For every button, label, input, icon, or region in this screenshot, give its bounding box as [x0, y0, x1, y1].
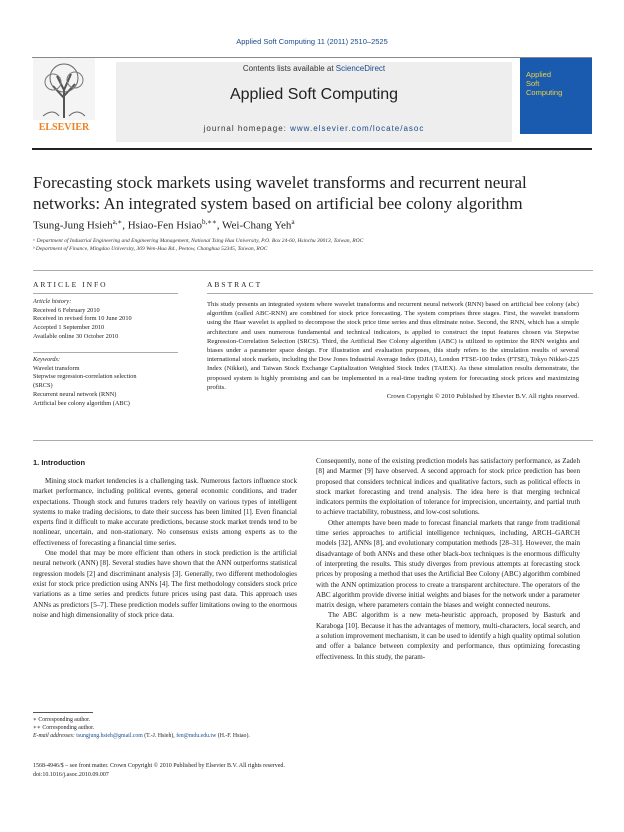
article-history: [33, 298, 178, 342]
email-link[interactable]: tsungjung.hsieh@gmail.com: [76, 733, 143, 739]
body-paragraph: Consequently, none of the existing prediction models has satisfactory performance, as Zadeh [8] and Marmer [9] have observed. A second approach for stock price prediction has been proposed that considers technical indices and qualitative factors, such as political effects in stock market forecasting and trend analysis. The idea here is that merging technical indicators permits the exploitation of tolerance for imprecision, uncertainty, and partial truth to achieve tractability, robustness, and low-cost solutions.: [316, 457, 580, 517]
author-list: [33, 218, 295, 232]
section-rule: [33, 270, 593, 271]
info-rule: [33, 352, 178, 353]
keyword: Stepwise regression-correlation selection: [33, 373, 137, 381]
journal-cover-title: [526, 70, 562, 97]
section-rule: [33, 440, 593, 441]
homepage-prefix: journal homepage:: [203, 124, 291, 133]
page-footer: [33, 762, 285, 779]
cover-line: Applied: [526, 70, 552, 79]
history-item: Received 6 February 2010: [33, 306, 100, 314]
email-link[interactable]: fen@mdu.edu.tw: [176, 733, 217, 739]
sciencedirect-link[interactable]: ScienceDirect: [335, 64, 386, 73]
keyword: Recurrent neural network (RNN): [33, 390, 117, 398]
issn-line: 1568-4946/$ – see front matter. Crown Copyright © 2010 Published by Elsevier B.V. All rights reserved.: [33, 763, 285, 769]
author-name: Wei-Chang Yeh: [222, 219, 292, 232]
abstract-copyright: Crown Copyright © 2010 Published by Elsevier B.V. All rights reserved.: [386, 393, 579, 401]
article-info-heading: ARTICLE INFO: [33, 280, 108, 289]
history-item: Received in revised form 10 June 2010: [33, 315, 132, 323]
left-column: [33, 476, 297, 620]
body-paragraph: Mining stock market tendencies is a challenging task. Numerous factors influence stock market performance, including political events, general economic conditions, and trader expectations. Though stock and futures traders rely heavily on various types of intelligent systems to make trading decisions, to date their success has been limited [1]. Even financial experts find it difficult to make accurate predictions, because stock market trends tend to be nonlinear, uncertain, and non-stationary. No consensus exists among experts as to the effectiveness of forecasting a financial time series.: [33, 477, 297, 547]
affiliation: ᵇ Department of Finance, Mingdao University, 369 Wen-Hua Rd., Peetow, Changhua 52345, Taiwan, ROC: [33, 246, 268, 252]
email-owner: (H.-F. Hsiao).: [217, 733, 250, 739]
doi-link[interactable]: doi:10.1016/j.asoc.2010.09.007: [33, 771, 109, 778]
abstract-paragraph: This study presents an integrated system where wavelet transforms and recurrent neural network (RNN) based on artificial bee colony (abc) algorithm (called ABC-RNN) are combined for stock price forecasting. The system comprises three stages. First, the wavelet transform using the Haar wavelet is applied to decompose the stock price time series and thus eliminate noise. Second, the RNN, which has a simple architecture and uses numerous fundamental and technical indicators, is applied to construct the input features chosen via Stepwise Regression-Correlation Selection (SRCS). Third, the Artificial Bee Colony algorithm (ABC) is utilized to optimize the RNN weights and biases under a parameter space design. For illustration and evaluation purposes, this study refers to the simulation results of several international stock markets, including the Dow Jones Industrial Average Index (DJIA), London FTSE-100 Index (FTSE), Tokyo Nikkei-225 Index (Nikkei), and Taiwan Stock Exchange Capitalization Weighted Stock Index (TAIEX). As these simulation results demonstrate, the proposed system is highly promising and can be implemented in a real-time trading system for forecasting stock prices and maximizing profits.: [207, 301, 579, 391]
body-paragraph: The ABC algorithm is a new meta-heuristic approach, proposed by Basturk and Karaboga [10]. Because it has the advantages of memory, multi-characters, local search, and a solution improvement mechanism, it can be used to identify a high quality optimal solution and offer a balance between complexity and performance, thus optimizing forecasting effectiveness. In this study, the param-: [316, 611, 580, 661]
footnote-emails: [33, 732, 303, 740]
keyword: (SRCS): [33, 382, 53, 390]
abstract-rule: [207, 293, 593, 294]
article-title: Forecasting stock markets using wavelet transforms and recurrent neural networks: An integrated system based on artificial bee colony algorithm: [33, 173, 527, 213]
author-name: Tsung-Jung Hsieh: [33, 219, 113, 232]
author-affil-marker[interactable]: b,∗∗: [201, 218, 217, 226]
history-label: Article history:: [33, 298, 72, 305]
affiliation: ᵃ Department of Industrial Engineering and Engineering Management, National Tsing Hua University, P.O. Box 24-60, Hsinchu 30013, Taiwan, ROC: [33, 238, 364, 244]
journal-name: Applied Soft Computing: [229, 86, 399, 103]
author-affil-marker[interactable]: a,∗: [112, 218, 123, 226]
author-separator: ,: [216, 219, 223, 232]
elsevier-tree-logo: [33, 58, 95, 132]
header-thick-rule: [32, 148, 592, 150]
abstract-heading: ABSTRACT: [207, 280, 263, 289]
body-paragraph: Other attempts have been made to forecast financial markets that range from traditional time series approaches to artificial intelligence techniques, including, ARCH–GARCH models [32], ANNs [8], and evolutionary computation methods [28–31]. However, the main disadvantage of both ANNs and these other black-box techniques is the enormous difficulty of interpreting the results. This study diverges from previous attempts at forecasting stock prices by proposing a method that uses the Artificial Bee Colony (ABC) algorithm combined with the ANN optimization process to create a transparent architecture. The operators of the ABC algorithm provide diverse initial weights and biases for the network under a parameter matrix design, where parameters contain the biases and weight connected neurons.: [316, 518, 580, 610]
cover-line: Soft: [526, 79, 540, 88]
journal-homepage: [116, 124, 512, 133]
footnote-rule: [33, 712, 93, 713]
author-separator: ,: [122, 219, 128, 232]
section-heading-introduction: 1. Introduction: [33, 458, 86, 467]
footnote: ∗∗ Corresponding author.: [33, 725, 95, 731]
header-rule: [32, 57, 592, 58]
footnotes: [33, 716, 303, 740]
keyword: Artificial bee colony algorithm (ABC): [33, 399, 130, 407]
contents-line: [116, 64, 512, 73]
abstract-text: [207, 300, 579, 401]
history-item: Available online 30 October 2010: [33, 332, 119, 340]
journal-reference[interactable]: Applied Soft Computing 11 (2011) 2510–2525: [236, 37, 388, 46]
keywords-label: Keywords:: [33, 356, 61, 363]
footnote: ∗ Corresponding author.: [33, 717, 91, 723]
info-rule: [33, 293, 178, 294]
email-owner: (T.-J. Hsieh),: [144, 733, 175, 739]
body-paragraph: One model that may be more efficient than others in stock prediction is the artificial neural network (ANN) [8]. Several studies have shown that the ANN outperforms statistical regression models [2] and discriminant analysis [3]. Generally, two different methodologies exist for stock price prediction using ANNs [4]. The first methodology considers stock price variations as a time series and predicts future prices using past data. This approach uses ANNs as predictors [5–7]. These prediction models suffer limitations owing to the enormous noise and high dimensionality of stock price data.: [33, 549, 297, 619]
contents-prefix: Contents lists available at: [242, 64, 336, 73]
author-affil-marker[interactable]: a: [291, 218, 295, 226]
right-column: [316, 456, 580, 662]
keyword: Wavelet transform: [33, 364, 80, 372]
author-name: Hsiao-Fen Hsiao: [127, 219, 202, 232]
cover-line: Computing: [526, 88, 563, 97]
homepage-link[interactable]: www.elsevier.com/locate/asoc: [290, 124, 425, 133]
keywords: [33, 356, 178, 408]
history-item: Accepted 1 September 2010: [33, 324, 105, 332]
email-label: E-mail addresses:: [33, 733, 75, 739]
publisher-name: ELSEVIER: [38, 122, 90, 133]
